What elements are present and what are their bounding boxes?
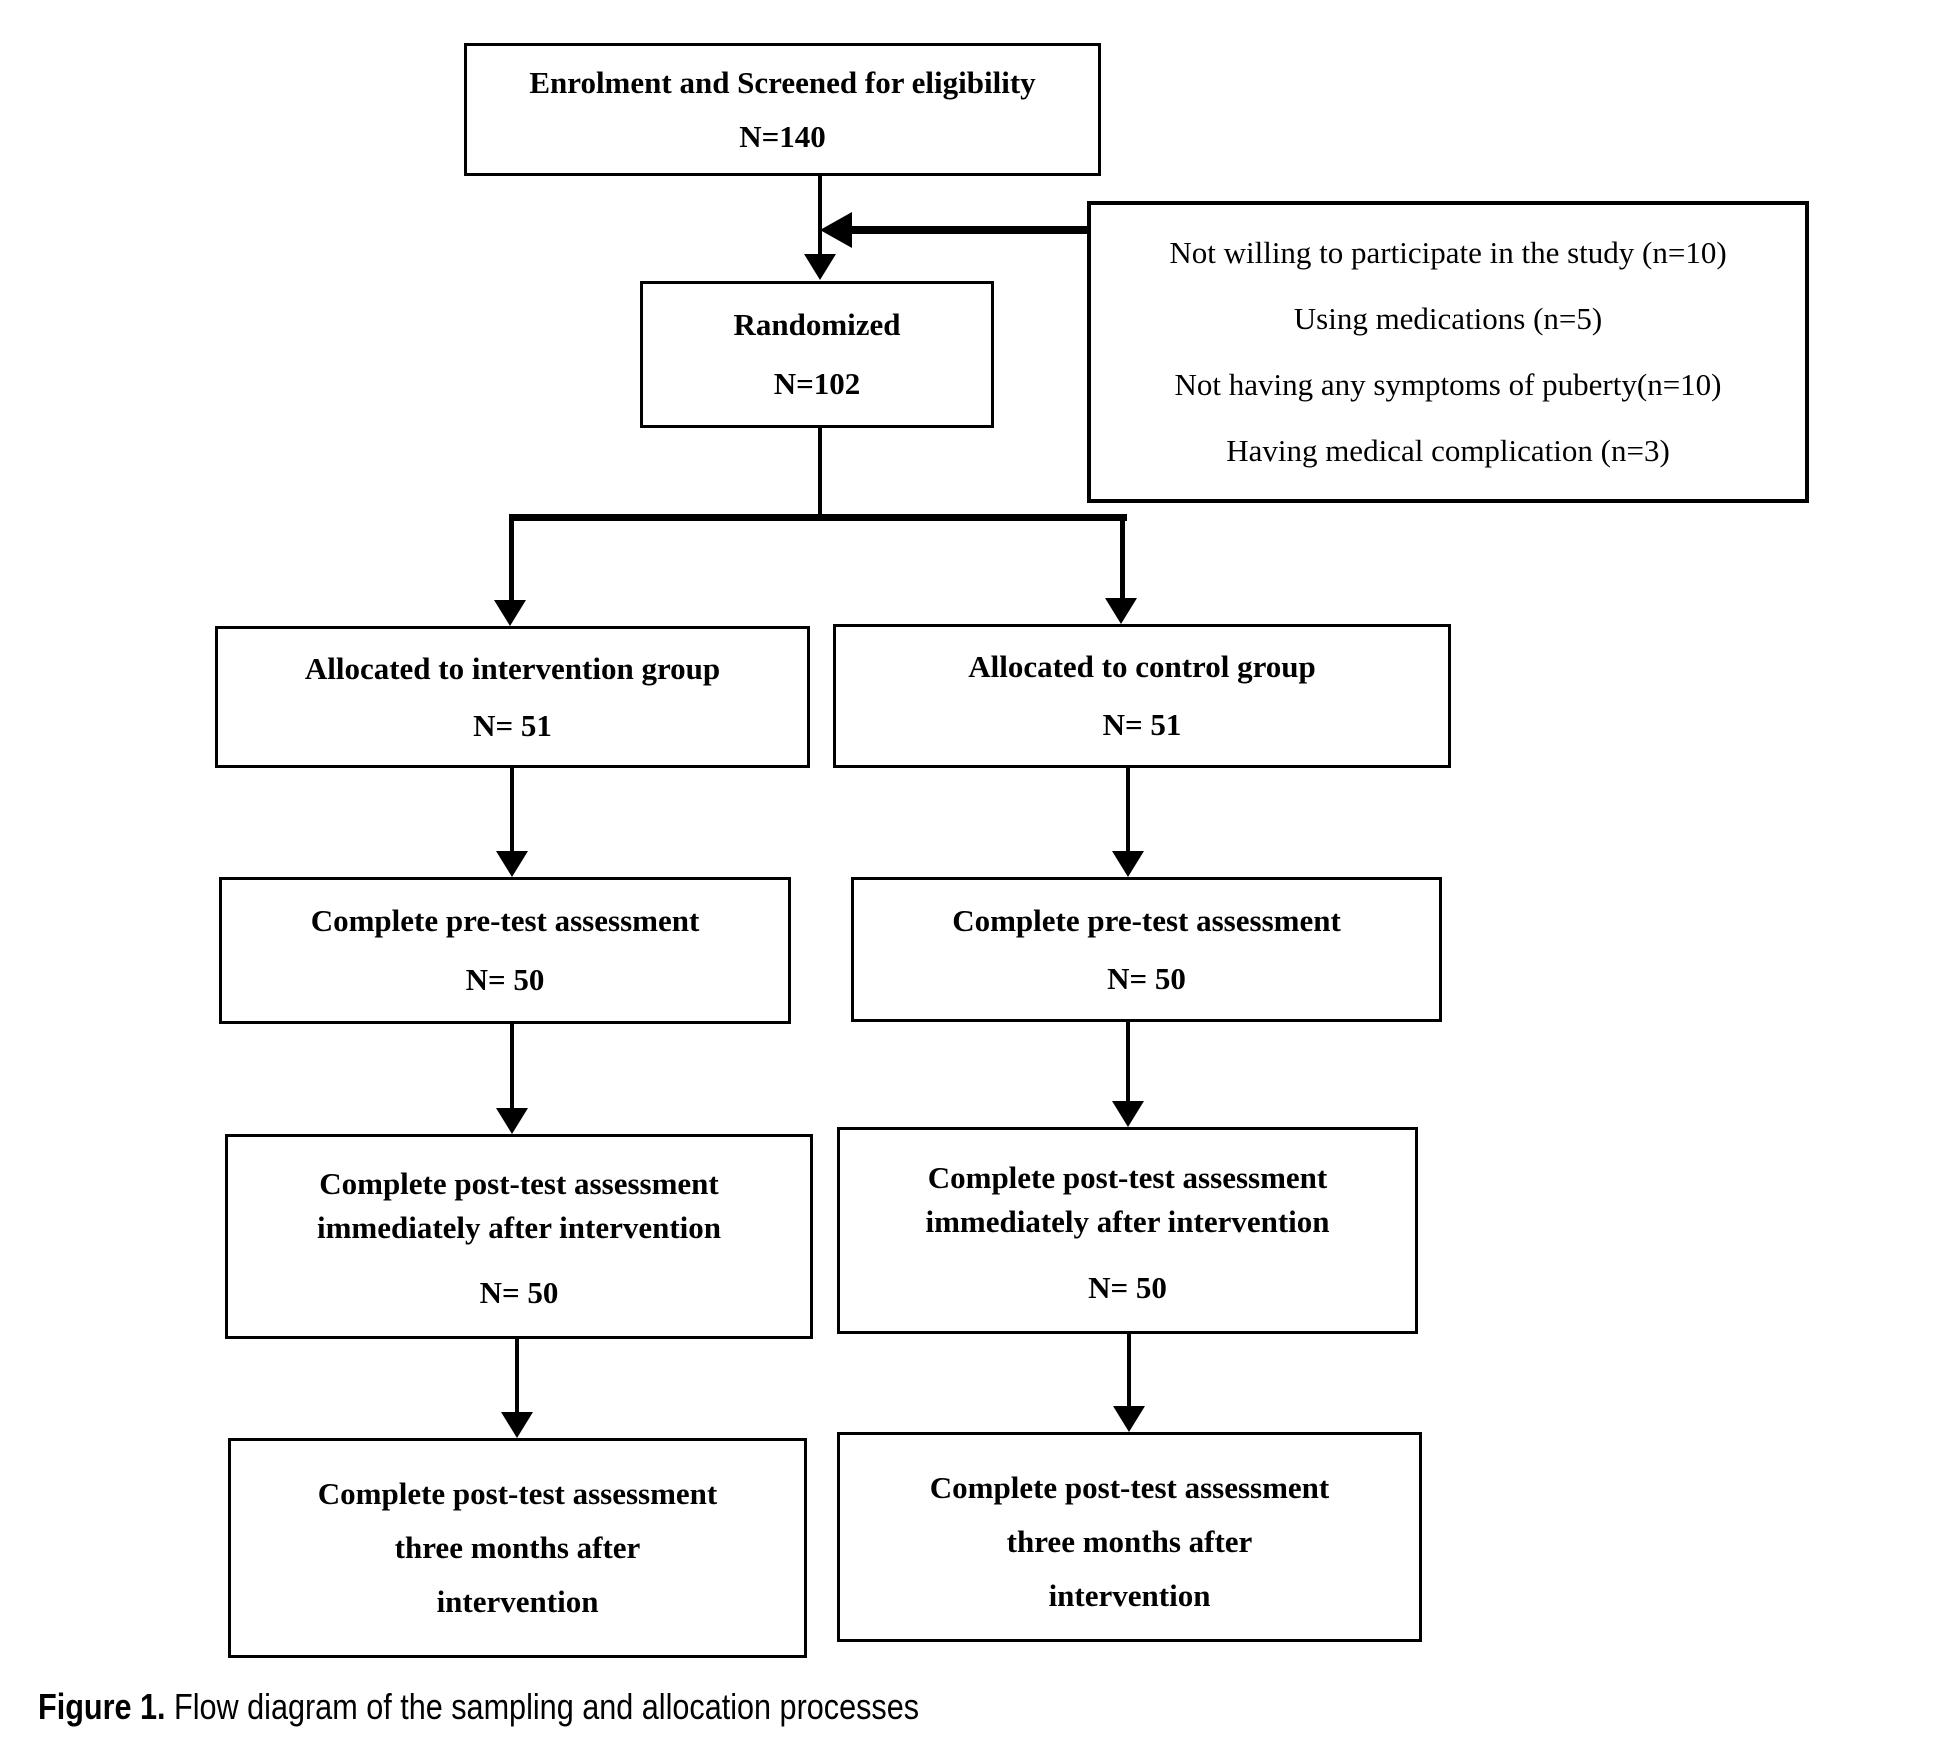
- post3months-intervention-line1: Complete post-test assessment: [317, 1476, 718, 1511]
- allocated-intervention-title: Allocated to intervention group: [304, 650, 721, 686]
- pretest-control-title: Complete pre-test assessment: [952, 902, 1341, 938]
- connector-control-pretest-line: [1126, 768, 1130, 852]
- postimmediate-control-line1: Complete post-test assessment: [927, 1159, 1328, 1195]
- pretest-intervention-title: Complete pre-test assessment: [310, 903, 700, 939]
- connector-split-right-line: [1120, 514, 1125, 600]
- box-pretest-control: [851, 877, 1442, 1022]
- arrowhead-control-post3months: [1113, 1406, 1145, 1432]
- arrowhead-split-right: [1105, 598, 1137, 624]
- arrowhead-intervention-post3months: [501, 1412, 533, 1438]
- connector-intervention-pretest-line: [510, 768, 514, 852]
- figure-caption-text: Flow diagram of the sampling and allocation processes: [165, 1686, 920, 1727]
- box-allocated-intervention: [215, 626, 810, 768]
- pretest-control-n: N= 50: [1107, 960, 1186, 996]
- arrowhead-control-postimmediate: [1112, 1101, 1144, 1127]
- postimmediate-intervention-title: [317, 1162, 721, 1250]
- connector-intervention-post3months-line: [515, 1339, 519, 1413]
- arrowhead-intervention-pretest: [496, 851, 528, 877]
- connector-exclusions-line: [852, 226, 1087, 234]
- box-pretest-intervention: [219, 877, 791, 1024]
- exclusion-item: Having medical complication (n=3): [1226, 433, 1670, 469]
- exclusion-item: Not willing to participate in the study (n=10): [1169, 235, 1727, 271]
- connector-split-horizontal: [509, 514, 1127, 521]
- box-postimmediate-intervention: [225, 1134, 813, 1339]
- postimmediate-intervention-line2: immediately after intervention: [316, 1210, 722, 1246]
- arrowhead-control-pretest: [1112, 851, 1144, 877]
- arrowhead-enrolment-randomized: [804, 254, 836, 280]
- allocated-control-n: N= 51: [1102, 707, 1182, 743]
- postimmediate-intervention-n: N= 50: [479, 1275, 559, 1311]
- connector-split-left-line: [509, 514, 514, 602]
- pretest-intervention-n: N= 50: [465, 962, 545, 998]
- connector-control-postimmediate-line: [1126, 1022, 1130, 1102]
- enrolment-title: Enrolment and Screened for eligibility: [529, 64, 1036, 100]
- post3months-control-line1: Complete post-test assessment: [929, 1470, 1330, 1505]
- figure-caption-label: Figure 1.: [38, 1686, 166, 1727]
- postimmediate-intervention-line1: Complete post-test assessment: [319, 1166, 719, 1202]
- box-allocated-control: [833, 624, 1451, 768]
- exclusion-item: Using medications (n=5): [1293, 301, 1603, 337]
- box-postimmediate-control: [837, 1127, 1418, 1334]
- arrowhead-intervention-postimmediate: [496, 1108, 528, 1134]
- box-post3months-control: [837, 1432, 1422, 1642]
- connector-control-post3months-line: [1127, 1334, 1131, 1407]
- allocated-control-title: Allocated to control group: [968, 649, 1316, 685]
- box-post3months-intervention: [228, 1438, 807, 1658]
- postimmediate-control-n: N= 50: [1088, 1269, 1167, 1305]
- arrowhead-exclusions-left: [820, 212, 852, 248]
- allocated-intervention-n: N= 51: [473, 707, 552, 743]
- box-randomized: [640, 281, 994, 428]
- enrolment-n: N=140: [739, 118, 826, 154]
- post3months-intervention-line2: three months after: [394, 1529, 641, 1565]
- arrowhead-split-left: [494, 600, 526, 626]
- post3months-control-line2: three months after: [1006, 1523, 1253, 1559]
- postimmediate-control-title: [925, 1156, 1329, 1244]
- exclusion-item: Not having any symptoms of puberty(n=10): [1174, 367, 1722, 403]
- figure-caption: [38, 1686, 919, 1728]
- box-exclusions: [1087, 201, 1809, 503]
- randomized-n: N=102: [773, 366, 861, 402]
- box-enrolment: [464, 43, 1101, 176]
- randomized-title: Randomized: [733, 307, 901, 343]
- postimmediate-control-line2: immediately after intervention: [925, 1203, 1330, 1239]
- post3months-control-line3: intervention: [1048, 1577, 1211, 1613]
- post3months-intervention-line3: intervention: [436, 1583, 599, 1619]
- connector-randomized-split-line: [818, 428, 822, 517]
- connector-intervention-postimmediate-line: [510, 1024, 514, 1109]
